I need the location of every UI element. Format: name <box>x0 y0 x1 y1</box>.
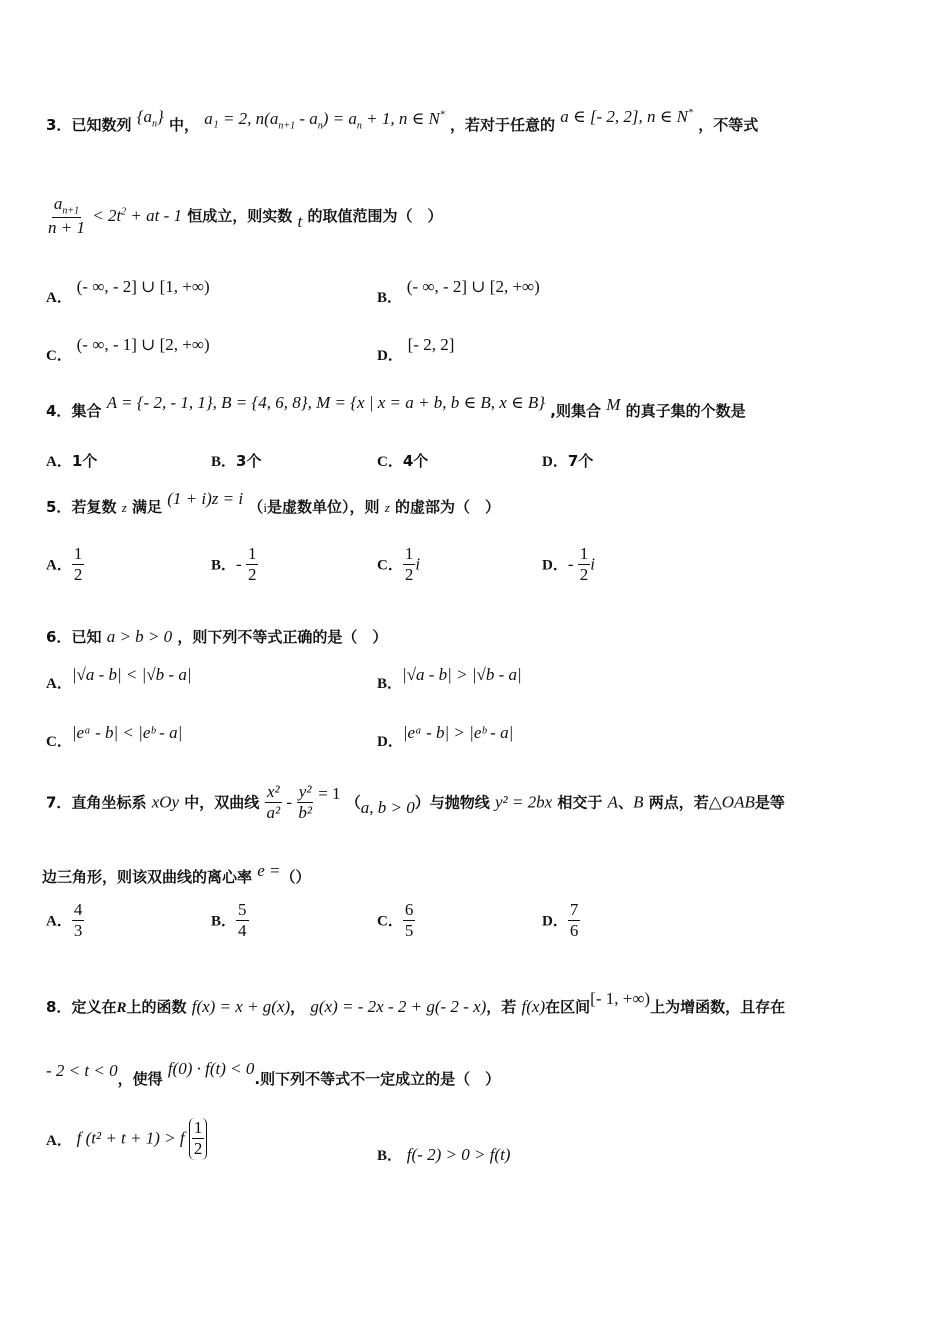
q3-fraction: $\frac{a_{n+1}}{n + 1}$ <box>48 194 85 238</box>
question-8-line-2 <box>46 1059 501 1089</box>
q7-ab-condition: a, b > 0 <box>360 798 415 818</box>
q7-text-9: 边三角形，则该双曲线的离心率 <box>42 868 253 886</box>
question-number: 6． <box>46 628 72 646</box>
q4-set-m: M <box>606 395 621 414</box>
question-6 <box>46 626 387 647</box>
q3-option-a[interactable]: A． (- ∞, - 2] ∪ [1, +∞) <box>46 277 210 306</box>
q8-t-range: - 2 < t < 0 <box>46 1061 118 1080</box>
q6-option-a[interactable]: A．|√a - b| < |√b - a| <box>46 665 192 692</box>
q7-text-10: （） <box>280 868 311 886</box>
q3-var-t: t <box>297 211 303 231</box>
q7-eccentricity: e = <box>257 861 281 880</box>
q7-option-c[interactable]: C． $\frac{6}{5}$ <box>377 900 414 941</box>
q8-text-5: 在区间 <box>545 998 591 1016</box>
q4-sets: A = {- 2, - 1, 1}, B = {4, 6, 8}, M = {x | x = a + b, b ∈ B, x ∈ B} <box>106 393 546 412</box>
q7-option-d[interactable]: D． $\frac{7}{6}$ <box>542 900 579 941</box>
question-number: 5． <box>46 498 72 516</box>
q4-option-a[interactable]: A．1个 <box>46 452 98 470</box>
q7-text-2: 中，双曲线 <box>184 793 260 812</box>
q5-option-c[interactable]: C． $\frac{1}{2}$ i <box>377 544 421 585</box>
q3-text-4: ，不等式 <box>698 116 759 134</box>
q5-option-a[interactable]: A． $\frac{1}{2}$ <box>46 544 83 585</box>
q5-var-z: z <box>121 500 127 515</box>
q7-text-7: 两点，若 <box>648 793 709 812</box>
question-number: 7． <box>46 793 72 812</box>
q8-text-7: ，使得 <box>117 1070 163 1088</box>
q5-text-2: 满足 <box>131 498 162 516</box>
q3-text-5: 恒成立，则实数 <box>187 206 293 225</box>
q7-text-8: 是等 <box>754 793 785 812</box>
q8-option-a[interactable]: A． f (t² + t + 1) > f $\frac{1}{2}$ <box>46 1118 207 1160</box>
q3-option-c[interactable]: C． (- ∞, - 1] ∪ [2, +∞) <box>46 335 210 364</box>
q7-triangle: △OAB <box>708 792 755 812</box>
q3-recurrence: a₁ = 2, $n(a_{n+1} - a_n) = a_n + 1$, n ∈ N* <box>204 109 445 132</box>
question-number: 8． <box>46 998 72 1016</box>
question-number: 4． <box>46 402 72 420</box>
q8-domain-r: R <box>116 1000 127 1016</box>
q8-text-3: ， <box>290 998 306 1016</box>
question-7-line-2 <box>42 861 311 887</box>
q7-text-1: 直角坐标系 <box>71 793 147 812</box>
q8-text-1: 定义在 <box>71 998 117 1016</box>
q5-text-4: 是虚数单位），则 <box>266 498 380 516</box>
q4-text-3: 的真子集的个数是 <box>625 402 746 420</box>
q4-option-b[interactable]: B．3个 <box>211 452 262 470</box>
q8-interval: [- 1, +∞) <box>590 989 651 1008</box>
q7-coordinate-system: xOy <box>151 792 180 812</box>
question-8-line-1 <box>46 989 786 1017</box>
q6-option-c[interactable]: C．|eᵃ - b| < |eᵇ - a| <box>46 723 183 750</box>
q4-text-2: ,则集合 <box>550 402 601 420</box>
q5-var-i: i <box>263 500 267 515</box>
q3-text-2: 中， <box>169 116 200 134</box>
q3-option-d[interactable]: D． [- 2, 2] <box>377 335 455 364</box>
q6-condition: a > b > 0 <box>106 627 173 646</box>
q8-product: f(0) · f(t) < 0 <box>167 1059 255 1078</box>
q5-text-5: 的虚部为（ ） <box>394 498 500 516</box>
question-number: 3． <box>46 116 72 134</box>
q5-option-b[interactable]: B．- $\frac{1}{2}$ <box>211 544 257 585</box>
q6-text-1: 已知 <box>71 628 102 646</box>
q4-option-c[interactable]: C．4个 <box>377 452 429 470</box>
q3-inequality: < $2t^2$ + at - 1 <box>92 205 183 225</box>
question-5 <box>46 489 500 517</box>
q7-point-a: A <box>607 792 619 812</box>
q5-text-3: （ <box>248 498 264 516</box>
q4-option-d[interactable]: D．7个 <box>542 452 594 470</box>
q6-option-d[interactable]: D．|eᵃ - b| > |eᵇ - a| <box>377 723 514 750</box>
q7-option-b[interactable]: B． $\frac{5}{4}$ <box>211 900 247 941</box>
q8-text-2: 上的函数 <box>126 998 187 1016</box>
q3-condition: a ∈ [- 2, 2], n ∈ N* <box>560 107 693 126</box>
q7-text-4: ）与抛物线 <box>414 793 490 812</box>
q7-parabola: y² = 2bx <box>495 792 553 812</box>
q8-text-6: 上为增函数，且存在 <box>650 998 786 1016</box>
q3-text-3: ，若对于任意的 <box>450 116 556 134</box>
q3-sequence: $\{a_n\}$ <box>136 107 164 130</box>
q7-option-a[interactable]: A． $\frac{4}{3}$ <box>46 900 83 941</box>
q3-text-6: 的取值范围为（ ） <box>307 206 443 225</box>
question-3-line-1 <box>46 107 759 137</box>
question-3-line-2 <box>46 194 443 239</box>
question-4 <box>46 393 746 421</box>
q5-text-1: 若复数 <box>71 498 117 516</box>
q7-text-5: 相交于 <box>557 793 603 812</box>
q7-text-3: （ <box>345 793 361 812</box>
q7-text-6: 、 <box>618 793 634 812</box>
q8-option-b[interactable]: B． f(- 2) > 0 > f(t) <box>377 1145 511 1164</box>
q8-text-4: ，若 <box>486 998 517 1016</box>
q8-text-8: .则下列不等式不一定成立的是（ ） <box>254 1070 501 1088</box>
q8-fx: f(x) <box>521 997 546 1016</box>
q7-fraction-x: $\frac{\text{x²}}{\text{a²}}$ <box>266 782 281 823</box>
q5-var-z-2: z <box>384 500 390 515</box>
q5-equation: (1 + i)z = i <box>167 489 244 508</box>
q8-function-g: g(x) = - 2x - 2 + g(- 2 - x) <box>310 997 487 1016</box>
q3-option-b[interactable]: B． (- ∞, - 2] ∪ [2, +∞) <box>377 277 540 306</box>
q8-function-f: f(x) = x + g(x) <box>191 997 291 1016</box>
q7-point-b: B <box>633 792 644 812</box>
q6-option-b[interactable]: B．|√a - b| > |√b - a| <box>377 665 522 692</box>
q6-text-2: ，则下列不等式正确的是（ ） <box>177 628 388 646</box>
q4-text-1: 集合 <box>71 402 102 420</box>
question-7-line-1: 7．直角坐标系 xOy 中，双曲线 $\frac{\text{x²}}{\text{a²}}$ - $\frac{\text{y²}}{\text{b²}}$ = 1 （a, b > 0）与抛物线 y² = 2bx 相交于 A、B 两点，若△OAB是等 <box>46 782 785 823</box>
q7-fraction-y: $\frac{\text{y²}}{\text{b²}}$ <box>298 782 312 823</box>
q3-text-1: 已知数列 <box>71 116 132 134</box>
q5-option-d[interactable]: D．- $\frac{1}{2}$ i <box>542 544 595 585</box>
